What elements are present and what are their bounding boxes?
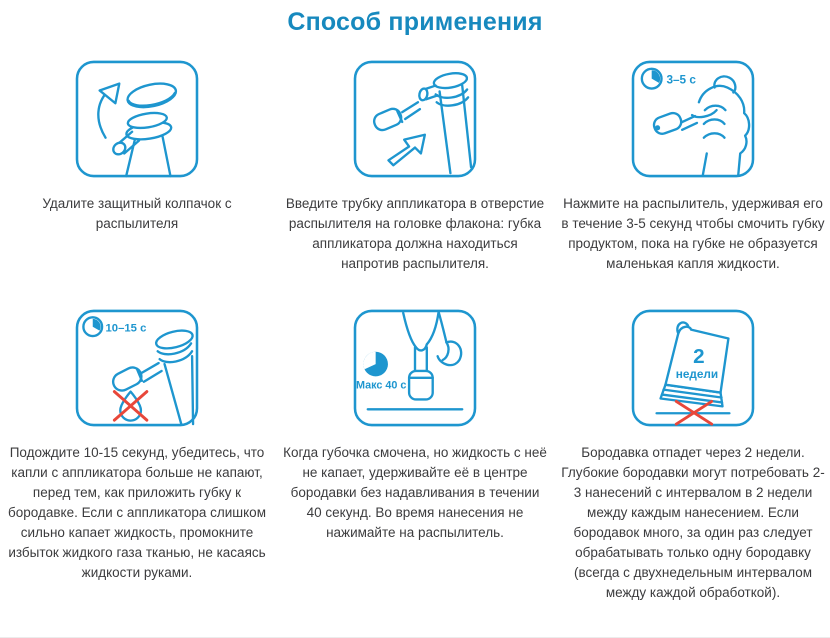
press-sprayer-timer-icon xyxy=(630,59,756,179)
step-card-6 xyxy=(557,308,829,603)
remove-cap-icon xyxy=(74,59,200,179)
step-text: Удалите защитный колпачок с распылителя xyxy=(42,196,232,231)
wait-no-drip-icon xyxy=(74,308,200,428)
page-title: Способ применения xyxy=(287,8,543,36)
step-1-illustration xyxy=(74,59,200,179)
insert-applicator-icon xyxy=(352,59,478,179)
step-card-2 xyxy=(279,59,551,274)
step-6-illustration xyxy=(630,308,756,428)
weeks-count-label: 2 xyxy=(693,345,705,369)
timer-label: 3–5 с xyxy=(666,72,696,87)
step-card-1 xyxy=(1,59,273,234)
step-3-illustration xyxy=(630,59,756,179)
step-4-illustration xyxy=(74,308,200,428)
step-card-3 xyxy=(557,59,829,274)
steps-row-1 xyxy=(0,59,830,274)
step-5-illustration xyxy=(352,308,478,428)
step-card-4 xyxy=(1,308,273,583)
step-card-5 xyxy=(279,308,551,543)
step-text: Введите трубку аппликатора в отверстие распылителя на головке флакона: губка аппликатора должна находиться напротив распылителя. xyxy=(285,196,545,271)
two-weeks-calendar-icon xyxy=(630,308,756,428)
step-text: Нажмите на распылитель, удерживая его в течение 3-5 секунд чтобы смочить губку продуктом, пока на губке не образуется маленькая капля жидкости. xyxy=(561,196,825,271)
step-2-illustration xyxy=(352,59,478,179)
weeks-unit-label: недели xyxy=(675,366,719,381)
step-text: Бородавка отпадет через 2 недели. Глубокие бородавки могут потребовать 2-3 нанесений с интервалом в 2 недели между каждым нанесением. Если бородавок много, за один раз следует обрабатывать только одну бородавку (всегда с двухнедельным интервалом между каждой обработкой). xyxy=(561,445,825,600)
timer-label: Макс 40 с xyxy=(355,379,407,392)
step-text: Подождите 10-15 секунд, убедитесь, что капли с аппликатора больше не капают, перед тем, как приложить губку к бородавке. Если с аппликатора слишком сильно капает жидкость, промокните избыток жидкого газа тканью, не касаясь жидкости руками. xyxy=(8,445,266,580)
steps-row-2 xyxy=(0,308,830,603)
step-text: Когда губочка смочена, но жидкость с неё не капает, удерживайте её в центре бородавки без надавливания в течении 40 секунд. Во время нанесения не нажимайте на распылитель. xyxy=(283,445,547,540)
apply-sponge-timer-icon xyxy=(352,308,478,428)
timer-label: 10–15 с xyxy=(105,322,147,335)
